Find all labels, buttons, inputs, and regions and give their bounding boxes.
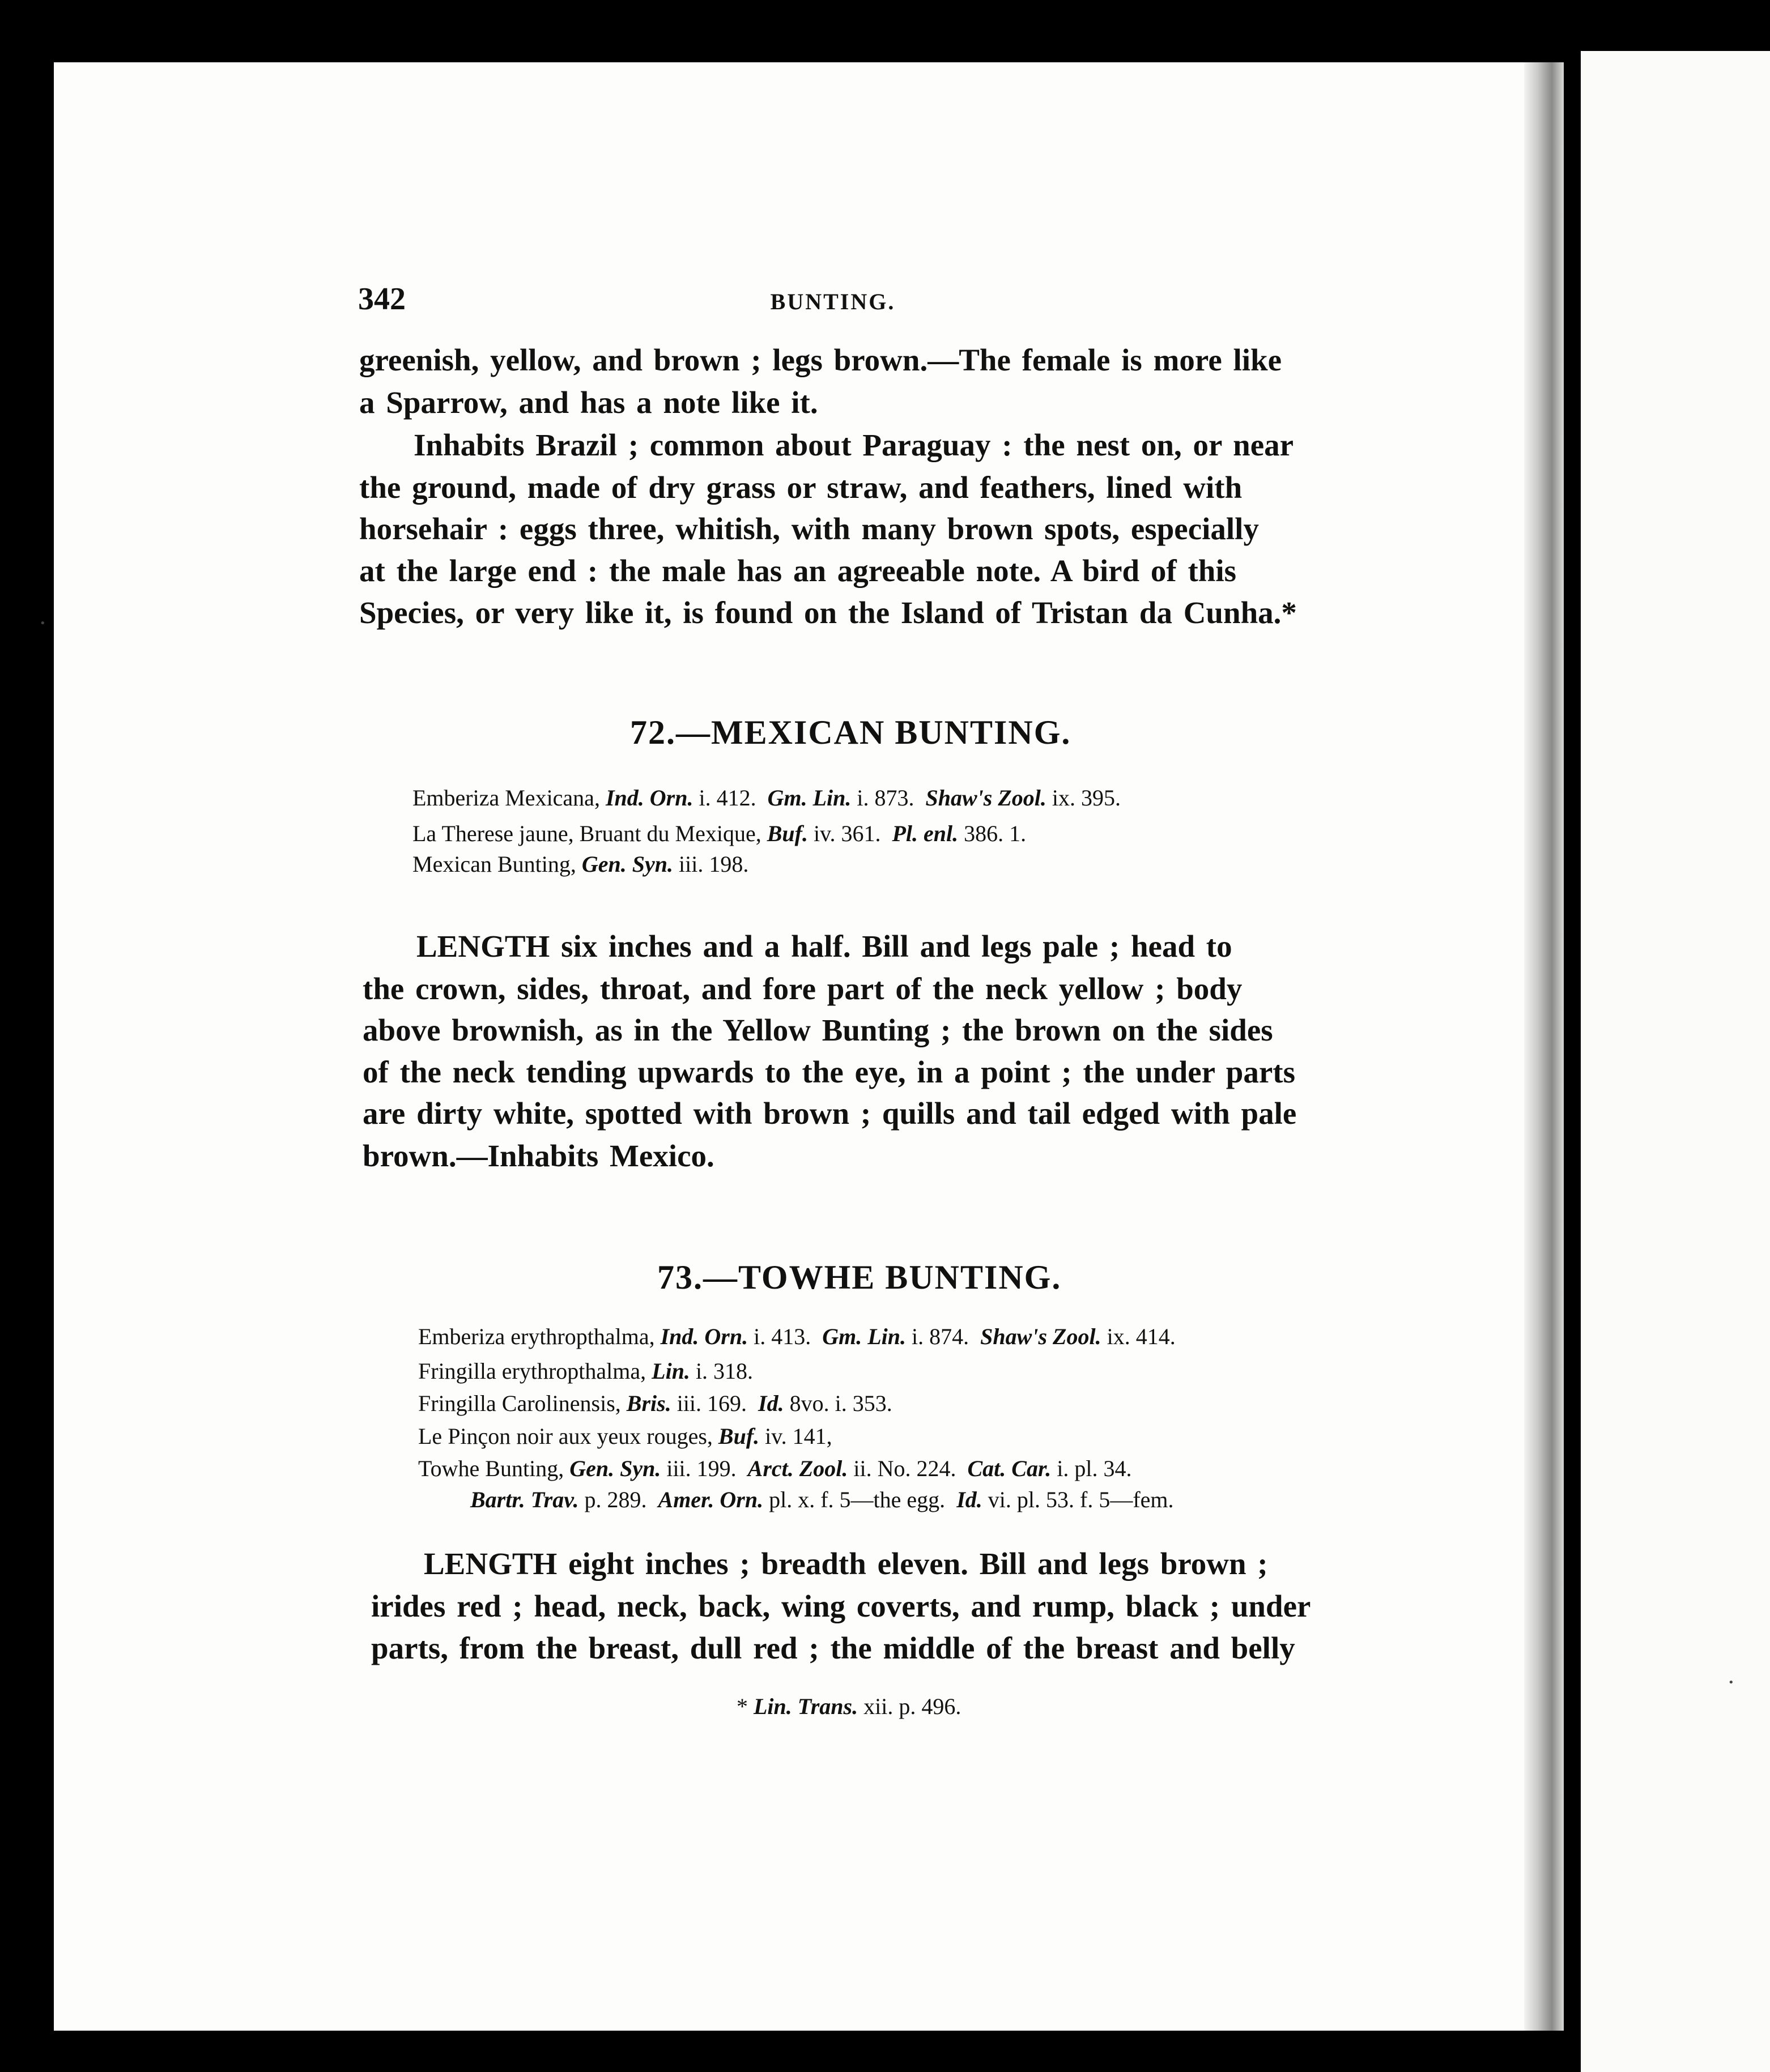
scan-speck: •: [1728, 1677, 1734, 1689]
entry-72-description-line: brown.—Inhabits Mexico.: [363, 1139, 714, 1173]
synonym-reference: 386. 1.: [958, 821, 1027, 846]
entry-72-synonym: [412, 819, 1026, 849]
synonym-source: Bartr. Trav.: [470, 1487, 579, 1512]
entry-72-description-line: are dirty white, spotted with brown ; quills and tail edged with pale: [363, 1096, 1297, 1131]
synonym-source: Shaw's Zool.: [980, 1324, 1101, 1349]
footnote-reference: xii. p. 496.: [858, 1694, 961, 1719]
intro-line: a Sparrow, and has a note like it.: [359, 385, 818, 420]
synonym-reference: ix. 414.: [1101, 1324, 1176, 1349]
synonym-reference: i. 874.: [906, 1324, 981, 1349]
synonym-source: Arct. Zool.: [747, 1456, 848, 1481]
synonym-reference: ii. No. 224.: [848, 1456, 968, 1481]
synonym-source: Gen. Syn.: [581, 851, 673, 877]
synonym-source: Buf.: [767, 821, 808, 846]
entry-72-description-line: the crown, sides, throat, and fore part of the neck yellow ; body: [363, 971, 1243, 1006]
running-title: BUNTING.: [770, 289, 896, 314]
scan-speck: •: [40, 617, 46, 629]
entry-73-synonym: [418, 1389, 892, 1418]
page-number: 342: [358, 282, 406, 317]
synonym-reference: iii. 169.: [671, 1391, 759, 1416]
synonym-source: Buf.: [718, 1423, 760, 1449]
intro-line: at the large end : the male has an agreeable note. A bird of this: [359, 553, 1237, 588]
footnote: [737, 1692, 961, 1721]
synonym-reference: vi. pl. 53. f. 5—fem.: [982, 1487, 1174, 1512]
synonym-source: Shaw's Zool.: [925, 785, 1046, 811]
entry-73-synonym: [418, 1422, 832, 1451]
synonym-source: Gm. Lin.: [767, 785, 852, 811]
synonym-source: Bris.: [626, 1391, 671, 1416]
synonym-reference: 8vo. i. 353.: [784, 1391, 892, 1416]
entry-72-synonym: [412, 850, 748, 879]
synonym-reference: i. 413.: [748, 1324, 823, 1349]
entry-72-description-line: above brownish, as in the Yellow Bunting ; the brown on the sides: [363, 1013, 1273, 1047]
synonym-reference: i. 412.: [693, 785, 768, 811]
footnote-source: Lin. Trans.: [754, 1694, 858, 1719]
entry-73-description-line: parts, from the breast, dull red ; the middle of the breast and belly: [371, 1631, 1295, 1665]
entry-73-heading: 73.—TOWHE BUNTING.: [657, 1259, 1062, 1296]
synonym-name: La Therese jaune, Bruant du Mexique,: [412, 821, 767, 846]
synonym-reference: ix. 395.: [1046, 785, 1121, 811]
entry-72-description-line: LENGTH six inches and a half. Bill and legs pale ; head to: [416, 929, 1232, 963]
entry-73-synonym: [418, 1357, 753, 1386]
synonym-reference: iv. 141,: [759, 1423, 832, 1449]
intro-line: Inhabits Brazil ; common about Paraguay : the nest on, or near: [414, 428, 1294, 462]
synonym-source: Cat. Car.: [967, 1456, 1052, 1481]
synonym-name: Towhe Bunting,: [418, 1456, 570, 1481]
synonym-source: Ind. Orn.: [605, 785, 693, 811]
entry-73-synonym: [470, 1485, 1174, 1515]
synonym-source: Gm. Lin.: [822, 1324, 907, 1349]
entry-73-synonym: [418, 1454, 1132, 1483]
synonym-reference: i. 873.: [851, 785, 926, 811]
synonym-name: Le Pinçon noir aux yeux rouges,: [418, 1423, 718, 1449]
footnote-marker: *: [737, 1694, 754, 1719]
synonym-name: Fringilla Carolinensis,: [418, 1391, 627, 1416]
synonym-name: Emberiza Mexicana,: [412, 785, 606, 811]
intro-line: the ground, made of dry grass or straw, and feathers, lined with: [359, 470, 1243, 505]
synonym-source: Lin.: [652, 1358, 690, 1384]
intro-line: greenish, yellow, and brown ; legs brown.—The female is more like: [359, 343, 1282, 377]
synonym-reference: i. pl. 34.: [1051, 1456, 1132, 1481]
entry-73-description-line: LENGTH eight inches ; breadth eleven. Bill and legs brown ;: [424, 1546, 1268, 1581]
synonym-reference: p. 289.: [578, 1487, 658, 1512]
intro-line: Species, or very like it, is found on the Island of Tristan da Cunha.*: [359, 595, 1297, 630]
synonym-source: Pl. enl.: [892, 821, 959, 846]
synonym-source: Amer. Orn.: [658, 1487, 764, 1512]
synonym-name: Fringilla erythropthalma,: [418, 1358, 652, 1384]
entry-72-heading: 72.—MEXICAN BUNTING.: [630, 714, 1071, 751]
entry-73-description-line: irides red ; head, neck, back, wing coverts, and rump, black ; under: [371, 1589, 1311, 1623]
synonym-name: Emberiza erythropthalma,: [418, 1324, 661, 1349]
synonym-source: Ind. Orn.: [660, 1324, 748, 1349]
synonym-reference: iv. 361.: [807, 821, 892, 846]
synonym-reference: iii. 199.: [661, 1456, 748, 1481]
entry-72-description-line: of the neck tending upwards to the eye, in a point ; the under parts: [363, 1055, 1295, 1089]
synonym-name: Mexican Bunting,: [412, 851, 582, 877]
intro-line: horsehair : eggs three, whitish, with many brown spots, especially: [359, 511, 1259, 546]
synonym-source: Id.: [758, 1391, 784, 1416]
synonym-reference: i. 318.: [690, 1358, 754, 1384]
synonym-reference: iii. 198.: [673, 851, 749, 877]
synonym-reference: pl. x. f. 5—the egg.: [763, 1487, 957, 1512]
entry-73-synonym: [418, 1322, 1176, 1352]
entry-72-synonym: [412, 783, 1121, 813]
synonym-source: Id.: [956, 1487, 982, 1512]
synonym-source: Gen. Syn.: [569, 1456, 661, 1481]
